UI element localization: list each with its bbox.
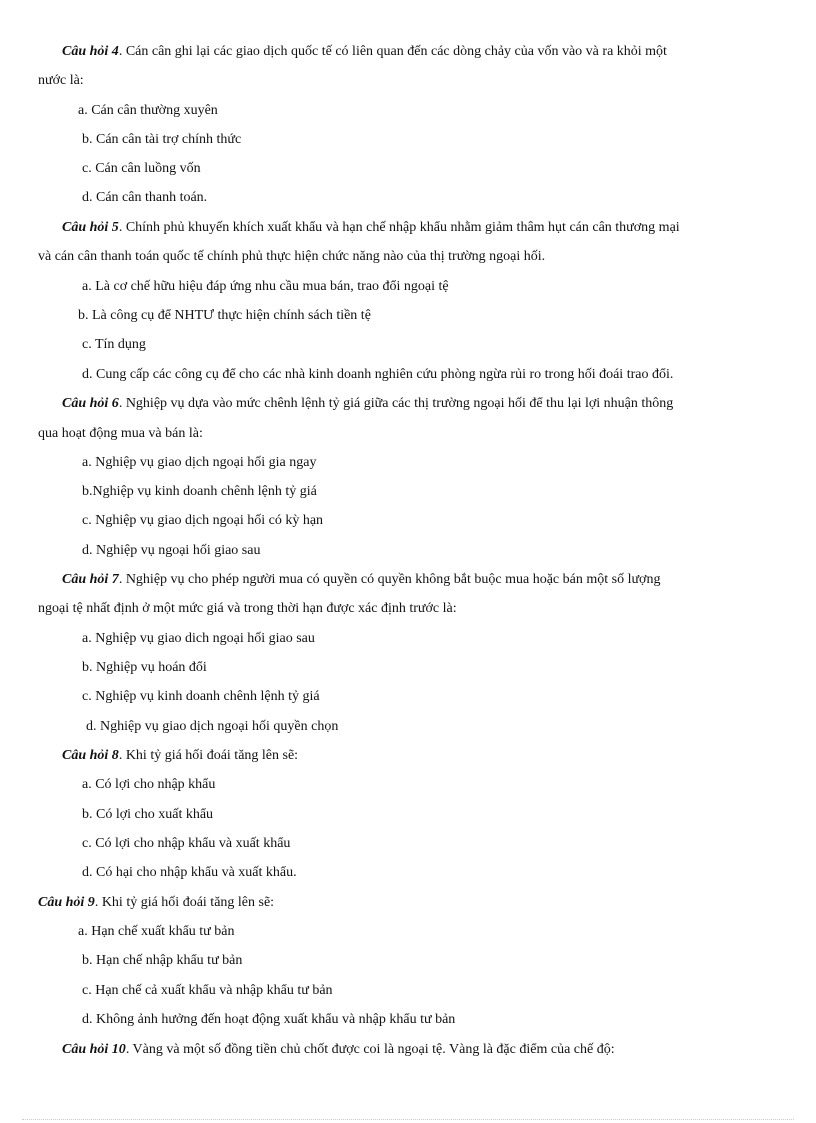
question-5-option-d: d. Cung cấp các công cụ để cho các nhà kinh doanh nghiên cứu phòng ngừa rủi ro trong hối đoái trao đổi. — [82, 367, 674, 382]
question-7-option-a: a. Nghiệp vụ giao dich ngoại hối giao sau — [82, 631, 315, 646]
question-9-option-c: c. Hạn chế cả xuất khẩu và nhập khẩu tư bản — [82, 983, 333, 998]
question-7-option-c: c. Nghiệp vụ kinh doanh chênh lệnh tỷ giá — [82, 689, 320, 704]
question-5-option-c: c. Tín dụng — [82, 337, 146, 352]
question-8-option-a: a. Có lợi cho nhập khẩu — [82, 777, 216, 792]
question-8-option-c: c. Có lợi cho nhập khẩu và xuất khẩu — [82, 836, 291, 851]
question-6-stem — [62, 394, 673, 414]
question-10-label: Câu hỏi 10 — [62, 1042, 126, 1057]
question-4-stem — [62, 42, 667, 62]
page-bottom-divider — [22, 1119, 794, 1120]
question-9-text-1: . Khi tỷ giá hối đoái tăng lên sẽ: — [94, 895, 275, 910]
question-8-stem — [62, 746, 298, 766]
question-4-option-d: d. Cán cân thanh toán. — [82, 190, 208, 205]
question-5-text-2: và cán cân thanh toán quốc tế chính phủ thực hiện chức năng nào của thị trường ngoại hối. — [38, 249, 546, 264]
question-7-option-d: d. Nghiệp vụ giao dịch ngoại hối quyền chọn — [86, 719, 339, 734]
question-6-text-1: . Nghiệp vụ dựa vào mức chênh lệnh tỷ giá giữa các thị trường ngoại hối để thu lại lợi nhuận thông — [118, 396, 674, 411]
question-4-option-a: a. Cán cân thường xuyên — [78, 103, 218, 118]
question-7-stem — [62, 570, 660, 590]
question-6-option-a: a. Nghiệp vụ giao dịch ngoại hối gia ngay — [82, 455, 317, 470]
question-5-option-b: b. Là công cụ để NHTƯ thực hiện chính sách tiền tệ — [78, 308, 371, 323]
question-8-option-d: d. Có hại cho nhập khẩu và xuất khẩu. — [82, 865, 297, 880]
question-5-stem — [62, 218, 680, 238]
question-4-label: Câu hỏi 4 — [62, 44, 119, 59]
question-9-label: Câu hỏi 9 — [38, 895, 95, 910]
question-5-label: Câu hỏi 5 — [62, 220, 119, 235]
question-9-option-b: b. Hạn chế nhập khẩu tư bản — [82, 953, 243, 968]
question-6-label: Câu hỏi 6 — [62, 396, 119, 411]
question-8-label: Câu hỏi 8 — [62, 748, 119, 763]
question-7-text-2: ngoại tệ nhất định ở một mức giá và trong thời hạn được xác định trước là: — [38, 601, 457, 616]
question-4-option-c: c. Cán cân luồng vốn — [82, 161, 201, 176]
question-5-option-a: a. Là cơ chế hữu hiệu đáp ứng nhu cầu mua bán, trao đổi ngoại tệ — [82, 279, 449, 294]
question-9-stem — [38, 893, 274, 913]
question-7-label: Câu hỏi 7 — [62, 572, 119, 587]
question-10-stem — [62, 1040, 615, 1060]
question-9-option-d: d. Không ảnh hưởng đến hoạt động xuất khẩu và nhập khẩu tư bản — [82, 1012, 456, 1027]
question-6-option-c: c. Nghiệp vụ giao dịch ngoại hối có kỳ hạn — [82, 513, 324, 528]
question-4-text-2: nước là: — [38, 73, 84, 88]
question-8-option-b: b. Có lợi cho xuất khẩu — [82, 807, 214, 822]
question-5-text-1: . Chính phủ khuyến khích xuất khẩu và hạn chế nhập khẩu nhằm giảm thâm hụt cán cân thương mại — [118, 220, 680, 235]
question-7-option-b: b. Nghiệp vụ hoán đổi — [82, 660, 207, 675]
question-10-text-1: . Vàng và một số đồng tiền chủ chốt được coi là ngoại tệ. Vàng là đặc điểm của chế độ: — [125, 1042, 615, 1057]
question-6-option-d: d. Nghiệp vụ ngoại hối giao sau — [82, 543, 261, 558]
question-6-text-2: qua hoạt động mua và bán là: — [38, 426, 203, 441]
question-8-text-1: . Khi tỷ giá hối đoái tăng lên sẽ: — [118, 748, 299, 763]
question-6-option-b: b.Nghiệp vụ kinh doanh chênh lệnh tỷ giá — [82, 484, 317, 499]
question-9-option-a: a. Hạn chế xuất khẩu tư bản — [78, 924, 235, 939]
question-4-option-b: b. Cán cân tài trợ chính thức — [82, 132, 242, 147]
question-7-text-1: . Nghiệp vụ cho phép người mua có quyền có quyền không bắt buộc mua hoặc bán một số lượng — [118, 572, 661, 587]
question-4-text-1: . Cán cân ghi lại các giao dịch quốc tế có liên quan đến các dòng chảy của vốn vào và ra khỏi một — [118, 44, 667, 59]
